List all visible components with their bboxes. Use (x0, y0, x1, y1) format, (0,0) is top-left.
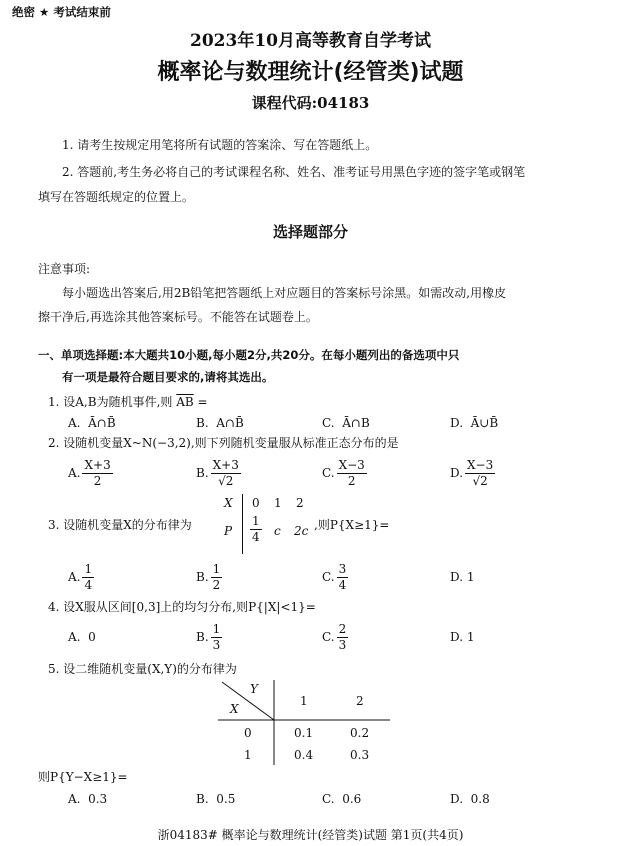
q3-option-d: D. 1 (450, 570, 475, 584)
q2-option-c: C. $\frac{X-3}{2}$ (322, 458, 365, 488)
q2-option-a: A. $\frac{X+3}{2}$ (68, 458, 111, 488)
q3-stem: 3. 设随机变量X的分布律为 (48, 518, 192, 532)
part1-heading: 一、单项选择题:本大题共10小题,每小题2分,共20分。在每小题列出的备选项中只 (38, 348, 460, 362)
q4-option-d: D. 1 (450, 630, 475, 644)
q5-option-b: B. 0.5 (196, 792, 236, 806)
q5-ask: 则P{Y−X≥1}= (38, 770, 128, 784)
page-title: 概率论与数理统计(经管类)试题 (157, 60, 464, 85)
instruction-2: 2. 答题前,考生务必将自己的考试课程名称、姓名、准考证号用黑色字迹的签字笔或钢笔 (62, 165, 526, 179)
q4-stem: 4. 设X服从区间[0,3]上的均匀分布,则P{|X|<1}= (48, 600, 316, 614)
page-footer: 浙04183# 概率论与数理统计(经管类)试题 第1页(共4页) (157, 828, 464, 842)
q1-option-d: D. Ā∪B̄ (450, 416, 499, 430)
q3-option-b: B. $\frac{1}{2}$ (196, 562, 221, 592)
exam-name: 2023年10月高等教育自学考试 (190, 31, 431, 51)
q3-tail: ,则P{X≥1}= (314, 518, 390, 532)
q1-overline-term: $\overline{AB}$ (176, 395, 194, 409)
q1-stem: 1. 设A,B为随机事件,则 $\overline{AB}$ = (48, 395, 208, 409)
q4-option-b: B. $\frac{1}{3}$ (196, 622, 221, 652)
instruction-3: 填写在答题纸规定的位置上。 (38, 190, 195, 204)
q1-option-c: C. Ā∩B (322, 416, 370, 430)
secret-label: 绝密 ★ 考试结束前 (12, 5, 111, 19)
q5-joint-table: Y X 1 2 0 0.1 0.2 1 0.4 0.3 (218, 680, 398, 765)
q2-option-d: D. $\frac{X-3}{√2}$ (450, 458, 494, 488)
q5-option-c: C. 0.6 (322, 792, 362, 806)
q3-option-c: C. $\frac{3}{4}$ (322, 562, 347, 592)
section-title: 选择题部分 (272, 223, 348, 241)
q3-dist-table: X 0 1 2 P $\frac{1}{4}$ c 2c (224, 494, 314, 554)
notes-line-2: 擦干净后,再选涂其他答案标号。不能答在试题卷上。 (38, 310, 318, 324)
q2-stem: 2. 设随机变量X~N(−3,2),则下列随机变量服从标准正态分布的是 (48, 436, 399, 450)
instruction-1: 1. 请考生按规定用笔将所有试题的答案涂、写在答题纸上。 (62, 138, 378, 152)
course-code: 课程代码:04183 (251, 94, 370, 112)
q3-option-a: A. $\frac{1}{4}$ (68, 562, 93, 592)
q4-option-c: C. $\frac{2}{3}$ (322, 622, 347, 652)
part1-subheading: 有一项是最符合题目要求的,请将其选出。 (62, 370, 274, 384)
notes-line-1: 每小题选出答案后,用2B铅笔把答题纸上对应题目的答案标号涂黑。如需改动,用橡皮 (62, 286, 507, 300)
notes-heading: 注意事项: (38, 262, 91, 276)
q2-option-b: B. $\frac{X+3}{√2}$ (196, 458, 239, 488)
q4-option-a: A. 0 (68, 630, 96, 644)
q1-option-a: A. Ā∩B̄ (68, 416, 116, 430)
q5-stem: 5. 设二维随机变量(X,Y)的分布律为 (48, 662, 237, 676)
q1-option-b: B. A∩B̄ (196, 416, 244, 430)
q5-option-a: A. 0.3 (68, 792, 108, 806)
q5-option-d: D. 0.8 (450, 792, 490, 806)
